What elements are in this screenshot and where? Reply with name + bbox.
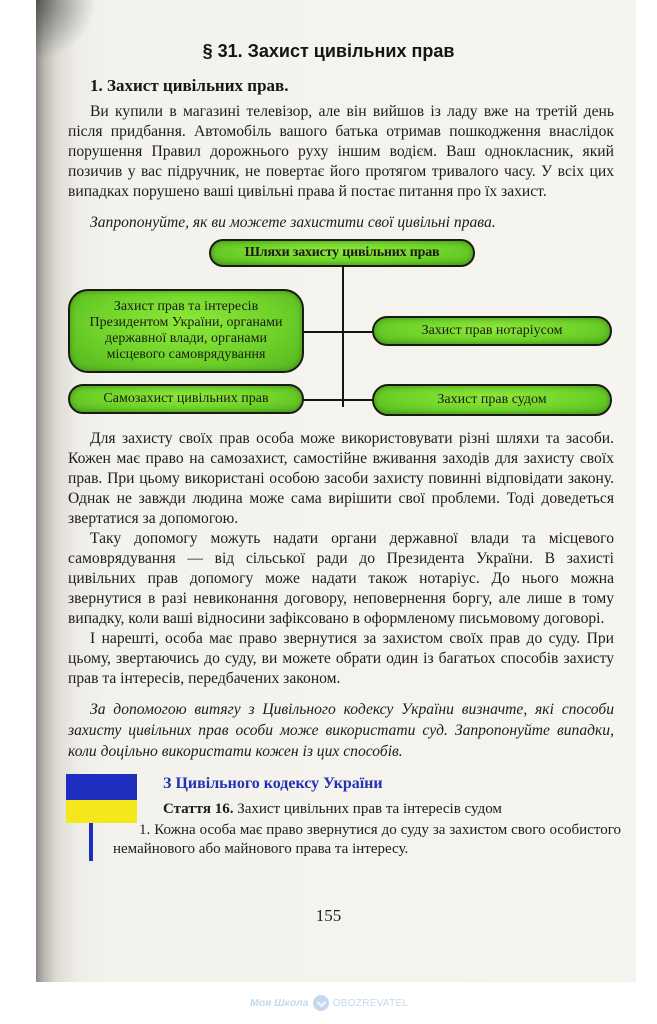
watermark (250, 995, 408, 1011)
diagram-branch-line-lower (302, 399, 374, 401)
article-label: Стаття 16. (163, 801, 234, 817)
diagram-box-president-authorities (68, 289, 304, 373)
task-prompt-2: За допомогою витягу з Цивільного кодексу України визначте, які способи захисту цивільних прав особи може використати суд. Запропонуйте випадки, коли доцільно використати кожен із цих способів. (68, 701, 614, 760)
article-heading (163, 800, 502, 819)
diagram-root-label: Шляхи захисту цивільних прав (244, 245, 440, 260)
diagram-box-notary (372, 316, 612, 346)
page-number: 155 (315, 906, 342, 925)
diagram-label-court: Захист прав судом (437, 392, 547, 407)
paragraph-means-of-protection: Для захисту своїх прав особа може використовувати різні шляхи та засоби. Кожен має право на самозахист, самостійне вживання заходів для захисту своїх прав. При цьому використані особою засоби захисту повинні відповідати закону. Однак не завжди людина може сама вирішити свої проблеми. Тоді доведеться звертатися за допомогою. (68, 430, 614, 527)
watermark-logo-icon (313, 995, 329, 1011)
ukraine-flag-yellow-stripe (66, 800, 137, 823)
diagram-box-court (372, 384, 612, 416)
diagram-label-notary: Захист прав нотаріусом (421, 323, 563, 338)
code-excerpt-heading: З Цивільного кодексу України (163, 775, 383, 792)
diagram-trunk-line (342, 261, 344, 407)
diagram-label-self-defense: Самозахист цивільних прав (103, 391, 269, 406)
paragraph-authorities-notary: Таку допомогу можуть надати органи державної влади та місцевого самоврядування — від сільської ради до Президента України. В захисті цивільних прав допомогу може надати також нотаріус. До нього можна звернутися в разі невиконання договору, неповернення боргу, але лише в тому випадку, коли ваші відносини зафіксовано в оформленому письмовому договорі. (68, 530, 614, 627)
diagram-branch-line-upper (302, 331, 374, 333)
article-item-1: 1. Кожна особа має право звернутися до суду за захистом свого особистого немайнового або майнового права та інтересу. (113, 822, 621, 857)
article-title: Захист цивільних прав та інтересів судом (237, 801, 502, 817)
ukraine-flag-icon (66, 774, 137, 800)
diagram (0, 239, 657, 429)
intro-paragraph: Ви купили в магазині телевізор, але він вийшов із ладу вже на третій день після придбання. Автомобіль вашого батька отримав пошкодження внаслідок порушення Правил дорожнього руху іншим водієм. Ваш однокласник, який позичив у вас підручник, не повертає його протягом тривалого часу. У всіх цих випадках порушено ваші цивільні права й постає питання про їх захист. (68, 103, 614, 200)
watermark-brand-text: OBOZREVATEL (332, 997, 409, 1009)
section-title: § 31. Захист цивільних прав (202, 41, 455, 61)
civil-code-excerpt (0, 768, 657, 864)
diagram-root-box (209, 239, 475, 267)
subsection-title: 1. Захист цивільних прав. (90, 76, 289, 95)
text-column (68, 40, 621, 864)
flag-pole (89, 823, 93, 861)
paragraph-court: І нарешті, особа має право звернутися за захистом своїх прав до суду. При цьому, звертаючись до суду, ви можете обрати один із багатьох способів захисту прав та інтересів, передбачених законом. (68, 630, 614, 687)
diagram-label-president-authorities: Захист прав та інтересів Президентом України, органами державної влади, органами місцевого самоврядування (89, 299, 283, 362)
task-prompt-1: Запропонуйте, як ви можете захистити свої цивільні права. (90, 214, 496, 231)
diagram-box-self-defense (68, 384, 304, 414)
watermark-school-text: Моя Школа (250, 997, 309, 1009)
